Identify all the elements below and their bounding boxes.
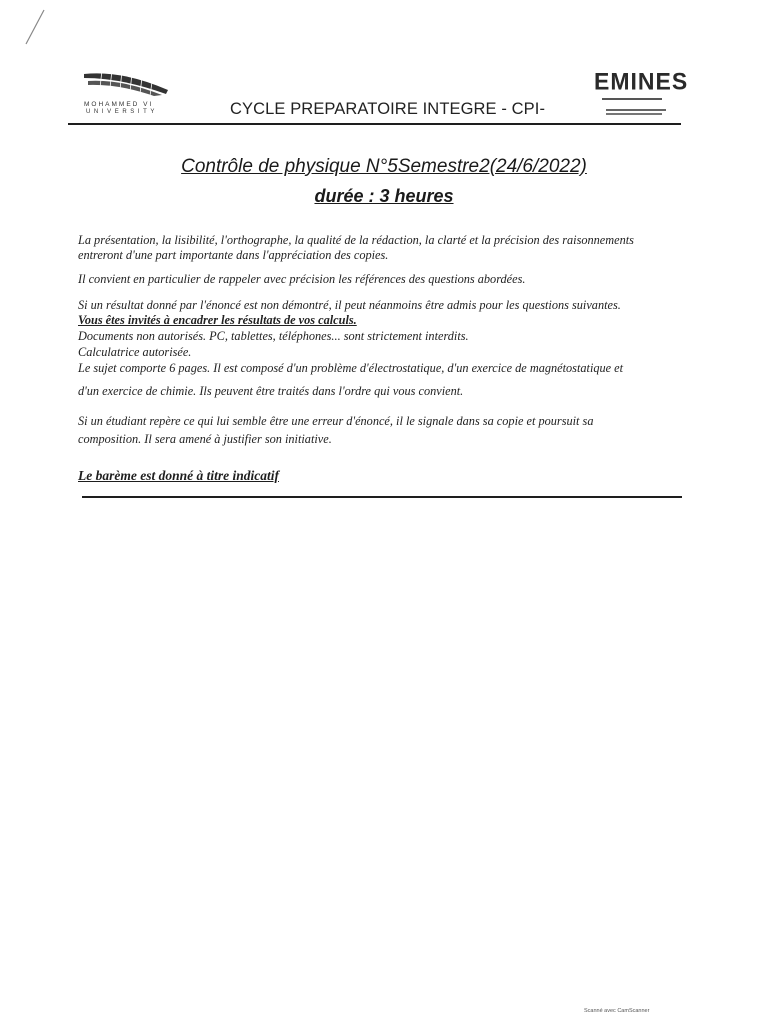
instruction-errors-line1: Si un étudiant repère ce qui lui semble être une erreur d'énoncé, il le signale dans sa copie et poursuit sa <box>78 414 594 428</box>
program-title-suffix: - <box>539 100 546 118</box>
instruction-admitted-results: Si un résultat donné par l'énoncé est non démontré, il peut néanmoins être admis pour les questions suivantes. <box>78 298 621 312</box>
header-divider <box>68 123 681 125</box>
university-logo-line1: MOHAMMED VI <box>84 101 154 108</box>
university-logo-line2: UNIVERSITY <box>86 109 159 115</box>
university-logo-icon <box>82 68 172 98</box>
exam-duration: durée : 3 heures <box>314 186 454 206</box>
instruction-calculator: Calculatrice autorisée. <box>78 345 192 359</box>
instruction-presentation-line1: La présentation, la lisibilité, l'orthographe, la qualité de la rédaction, la clarté et la précision des raisonnements <box>78 233 634 247</box>
bottom-divider <box>82 496 682 498</box>
instruction-structure-line1: Le sujet comporte 6 pages. Il est composé d'un problème d'électrostatique, d'un exercice de magnétostatique et <box>78 361 624 375</box>
instruction-presentation-line2: entreront d'une part importante dans l'appréciation des copies. <box>78 248 389 262</box>
emines-logo <box>594 67 689 118</box>
bareme-note: Le barème est donné à titre indicatif <box>78 468 279 483</box>
emines-logo-subtitle-lines <box>602 98 674 118</box>
program-title-text: CYCLE PREPARATOIRE INTEGRE - CPI <box>230 100 540 118</box>
university-logo <box>78 68 178 116</box>
instruction-documents: Documents non autorisés. PC, tablettes, téléphones... sont strictement interdits. <box>78 329 469 343</box>
pen-mark <box>20 8 50 48</box>
instruction-box-results: Vous êtes invités à encadrer les résultats de vos calculs. <box>78 313 357 327</box>
program-title <box>230 100 545 119</box>
instruction-references: Il convient en particulier de rappeler avec précision les références des questions abordées. <box>78 272 526 286</box>
instruction-errors-line2: composition. Il sera amené à justifier son initiative. <box>78 432 332 446</box>
emines-logo-text: EMINES <box>594 67 689 95</box>
exam-title: Contrôle de physique N°5Semestre2(24/6/2022) <box>181 156 587 177</box>
instruction-structure-line2: d'un exercice de chimie. Ils peuvent être traités dans l'ordre qui vous convient. <box>78 384 464 398</box>
scanner-note: Scanné avec CamScanner <box>584 1008 650 1014</box>
